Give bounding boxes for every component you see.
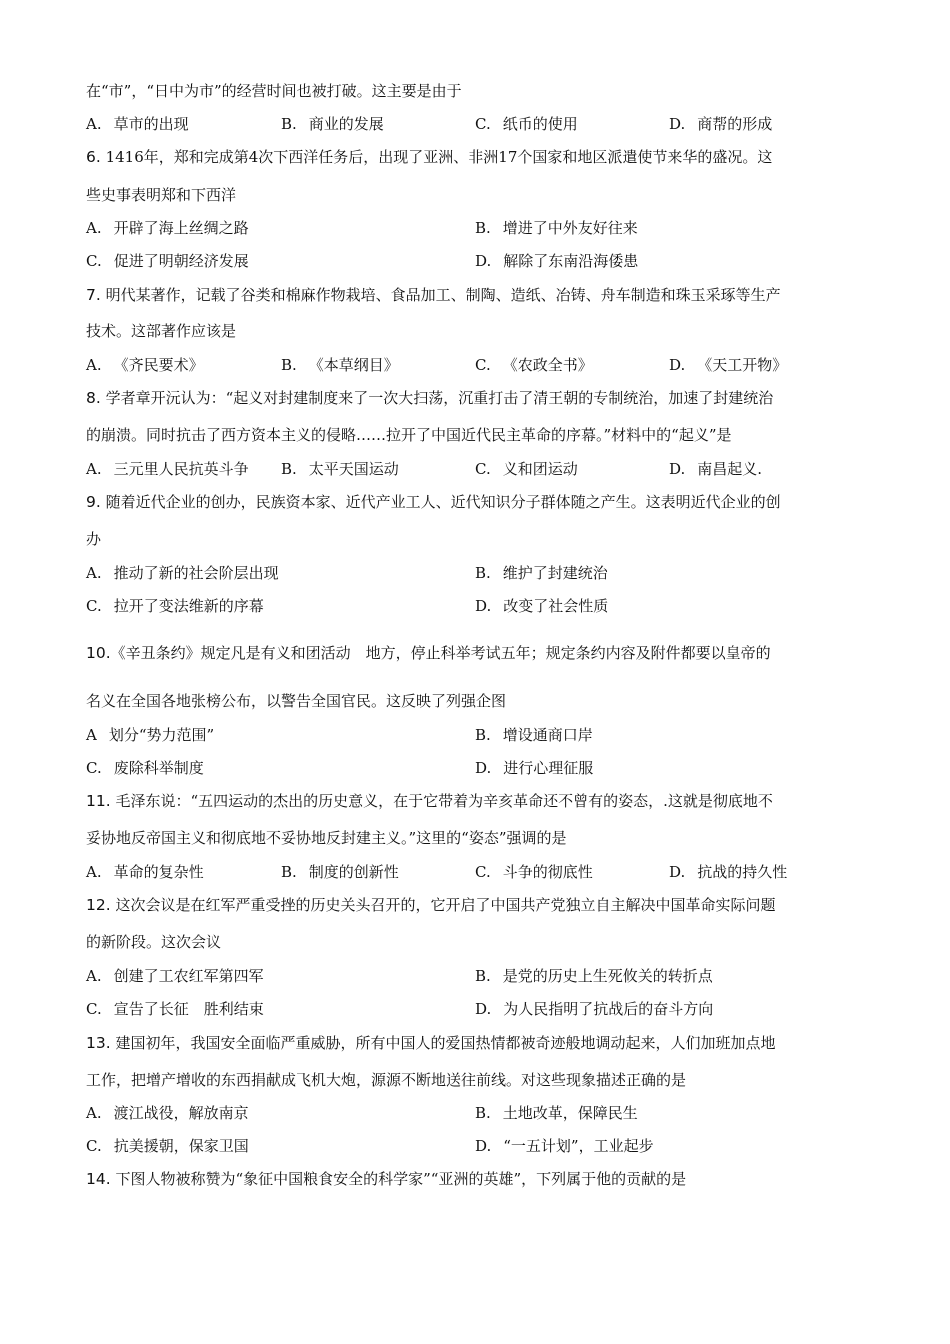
question-text: 这次会议是在红军严重受挫的历史关头召开的，它开启了中国共产党独立自主解决中国革命实际问题: [115, 896, 776, 914]
option-text: 《本草纲目》: [308, 356, 399, 374]
option-label: A: [86, 726, 97, 744]
question-12-line-1: [86, 894, 864, 916]
question-text: 建国初年，我国安全面临严重威胁，所有中国人的爱国热情都被奇迹般地调动起来，人们加班加点地: [115, 1034, 776, 1052]
option-d[interactable]: [669, 458, 762, 480]
option-text: 南昌起义.: [697, 460, 763, 478]
option-text: 创建了工农红军第四军: [113, 967, 264, 985]
question-text: 下图人物被称赞为“象征中国粮食安全的科学家”“亚洲的英雄”，下列属于他的贡献的是: [115, 1170, 687, 1188]
question-text: 学者章开沅认为：“起义对封建制度来了一次大扫荡，沉重打击了清王朝的专制统治，加速了封建统治: [105, 389, 774, 407]
option-text: 商业的发展: [308, 115, 384, 133]
option-label: D.: [669, 356, 686, 374]
question-13-line-2: 工作，把增产增收的东西捐献成飞机大炮，源源不断地送往前线。对这些现象描述正确的是: [86, 1071, 687, 1089]
question-number: 13.: [86, 1034, 111, 1052]
option-label: B.: [475, 564, 491, 582]
option-text: 改变了社会性质: [503, 597, 609, 615]
option-text: 纸币的使用: [502, 115, 578, 133]
option-text: 推动了新的社会阶层出现: [113, 564, 279, 582]
option-label: A.: [86, 967, 102, 985]
option-label: C.: [86, 252, 102, 270]
option-text: 渡江战役，解放南京: [113, 1104, 249, 1122]
option-label: A.: [86, 115, 102, 133]
option-text: 三元里人民抗英斗争: [113, 460, 249, 478]
option-label: C.: [86, 1137, 102, 1155]
option-c[interactable]: [475, 113, 578, 135]
option-c[interactable]: [475, 458, 578, 480]
option-a[interactable]: [86, 562, 279, 584]
question-text: 毛泽东说：“五四运动的杰出的历史意义，在于它带着为辛亥革命还不曾有的姿态，.这就是彻底地不: [115, 792, 773, 810]
option-text: 商帮的形成: [697, 115, 773, 133]
option-c[interactable]: [475, 861, 593, 883]
option-label: B.: [475, 219, 491, 237]
question-number: 14.: [86, 1170, 111, 1188]
option-text: 是党的历史上生死攸关的转折点: [502, 967, 713, 985]
option-a[interactable]: [86, 965, 264, 987]
option-label: B.: [475, 1104, 491, 1122]
option-label: D.: [669, 115, 686, 133]
option-label: B.: [475, 726, 491, 744]
option-text: 太平天国运动: [308, 460, 399, 478]
question-12-line-2: 的新阶段。这次会议: [86, 933, 222, 951]
option-b[interactable]: [475, 217, 638, 239]
question-number: 11.: [86, 792, 111, 810]
option-c[interactable]: [86, 1135, 249, 1157]
question-number: 7.: [86, 286, 101, 304]
question-13-line-1: [86, 1032, 864, 1054]
option-label: C.: [86, 759, 102, 777]
option-c[interactable]: [86, 998, 264, 1020]
option-label: B.: [281, 863, 297, 881]
question-6-line-1: [86, 146, 864, 168]
question-9-line-2: 办: [86, 530, 102, 548]
option-label: B.: [281, 460, 297, 478]
option-a[interactable]: [86, 354, 204, 376]
option-label: C.: [86, 597, 102, 615]
option-d[interactable]: [475, 998, 713, 1020]
option-label: D.: [475, 597, 492, 615]
question-7-line-2: 技术。这部著作应该是: [86, 322, 237, 340]
option-text: 增设通商口岸: [502, 726, 593, 744]
option-b[interactable]: [475, 724, 593, 746]
option-label: A.: [86, 863, 102, 881]
option-label: D.: [475, 759, 492, 777]
option-text: 维护了封建统治: [502, 564, 608, 582]
option-text: 解除了东南沿海倭患: [503, 252, 639, 270]
option-label: D.: [475, 1137, 492, 1155]
question-10-line-2: 名义在全国各地张榜公布，以警告全国官民。这反映了列强企图: [86, 692, 507, 710]
question-9-line-1: [86, 491, 864, 513]
option-c[interactable]: [86, 595, 264, 617]
option-label: A.: [86, 1104, 102, 1122]
option-b[interactable]: [281, 458, 399, 480]
option-label: B.: [475, 967, 491, 985]
option-label: D.: [475, 1000, 492, 1018]
option-c[interactable]: [86, 250, 249, 272]
option-text: 促进了明朝经济发展: [113, 252, 249, 270]
option-text: 制度的创新性: [308, 863, 399, 881]
option-text: 废除科举制度: [113, 759, 204, 777]
option-label: A.: [86, 356, 102, 374]
option-text: 《天工开物》: [697, 356, 788, 374]
option-text: 增进了中外友好往来: [502, 219, 638, 237]
option-text: 《农政全书》: [502, 356, 593, 374]
question-14-line-1: [86, 1168, 864, 1190]
option-d[interactable]: [475, 595, 608, 617]
option-text: 抗战的持久性: [697, 863, 788, 881]
option-text: 《齐民要术》: [113, 356, 204, 374]
option-label: B.: [281, 115, 297, 133]
option-text: 划分“势力范围”: [108, 726, 215, 744]
option-label: D.: [475, 252, 492, 270]
option-text: 宣告了长征 胜利结束: [113, 1000, 264, 1018]
option-a[interactable]: [86, 1102, 249, 1124]
option-c[interactable]: [86, 757, 204, 779]
option-label: A.: [86, 564, 102, 582]
option-text: 进行心理征服: [503, 759, 594, 777]
option-b[interactable]: [281, 113, 384, 135]
question-11-line-1: [86, 790, 864, 812]
option-d[interactable]: [475, 1135, 654, 1157]
option-text: 义和团运动: [502, 460, 578, 478]
question-number: 12.: [86, 896, 111, 914]
option-d[interactable]: [669, 354, 787, 376]
question-11-line-2: 妥协地反帝国主义和彻底地不妥协地反封建主义。”这里的“姿态”强调的是: [86, 829, 567, 847]
question-text: 《辛丑条约》规定凡是有义和团活动 地方，停止科举考试五年；规定条约内容及附件都要以皇帝的: [110, 644, 771, 662]
question-number: 6.: [86, 148, 101, 166]
question-text: 随着近代企业的创办，民族资本家、近代产业工人、近代知识分子群体随之产生。这表明近代企业的创: [105, 493, 781, 511]
option-label: D.: [669, 460, 686, 478]
option-d[interactable]: [475, 757, 593, 779]
option-text: 为人民指明了抗战后的奋斗方向: [503, 1000, 714, 1018]
option-b[interactable]: [475, 965, 713, 987]
option-text: 土地改革，保障民生: [502, 1104, 638, 1122]
option-a[interactable]: [86, 458, 249, 480]
option-a[interactable]: [86, 217, 249, 239]
question-10-line-1: [86, 642, 864, 664]
option-a[interactable]: [86, 113, 189, 135]
question-text: 1416年，郑和完成第4次下西洋任务后，出现了亚洲、非洲17个国家和地区派遣使节来华的盛况。这: [105, 148, 773, 166]
option-b[interactable]: [281, 861, 399, 883]
question-number: 8.: [86, 389, 101, 407]
option-label: A.: [86, 460, 102, 478]
option-text: 革命的复杂性: [113, 863, 204, 881]
option-label: C.: [475, 115, 491, 133]
option-b[interactable]: [281, 354, 399, 376]
option-d[interactable]: [669, 113, 772, 135]
option-text: 开辟了海上丝绸之路: [113, 219, 249, 237]
option-label: C.: [475, 863, 491, 881]
option-b[interactable]: [475, 562, 608, 584]
option-text: 斗争的彻底性: [502, 863, 593, 881]
question-number: 9.: [86, 493, 101, 511]
option-text: “一五计划”，工业起步: [503, 1137, 654, 1155]
option-label: D.: [669, 863, 686, 881]
question-8-line-1: [86, 387, 864, 409]
question-text: 明代某著作，记载了谷类和棉麻作物栽培、食品加工、制陶、造纸、冶铸、舟车制造和珠玉采琢等生产: [105, 286, 781, 304]
option-label: C.: [86, 1000, 102, 1018]
option-label: C.: [475, 356, 491, 374]
option-label: C.: [475, 460, 491, 478]
option-label: A.: [86, 219, 102, 237]
option-text: 拉开了变法维新的序幕: [113, 597, 264, 615]
option-d[interactable]: [475, 250, 638, 272]
question-7-line-1: [86, 284, 864, 306]
question-8-line-2: 的崩溃。同时抗击了西方资本主义的侵略……拉开了中国近代民主革命的序幕。”材料中的“起义”是: [86, 426, 732, 444]
option-c[interactable]: [475, 354, 593, 376]
option-b[interactable]: [475, 1102, 638, 1124]
question-6-line-2: 些史事表明郑和下西洋: [86, 186, 237, 204]
option-label: B.: [281, 356, 297, 374]
question-number: 10.: [86, 644, 111, 662]
option-text: 草市的出现: [113, 115, 189, 133]
question-text-line: 在“市”，“日中为市”的经营时间也被打破。这主要是由于: [86, 82, 462, 100]
option-a[interactable]: [86, 861, 204, 883]
option-text: 抗美援朝，保家卫国: [113, 1137, 249, 1155]
option-a[interactable]: [86, 724, 214, 746]
option-d[interactable]: [669, 861, 787, 883]
